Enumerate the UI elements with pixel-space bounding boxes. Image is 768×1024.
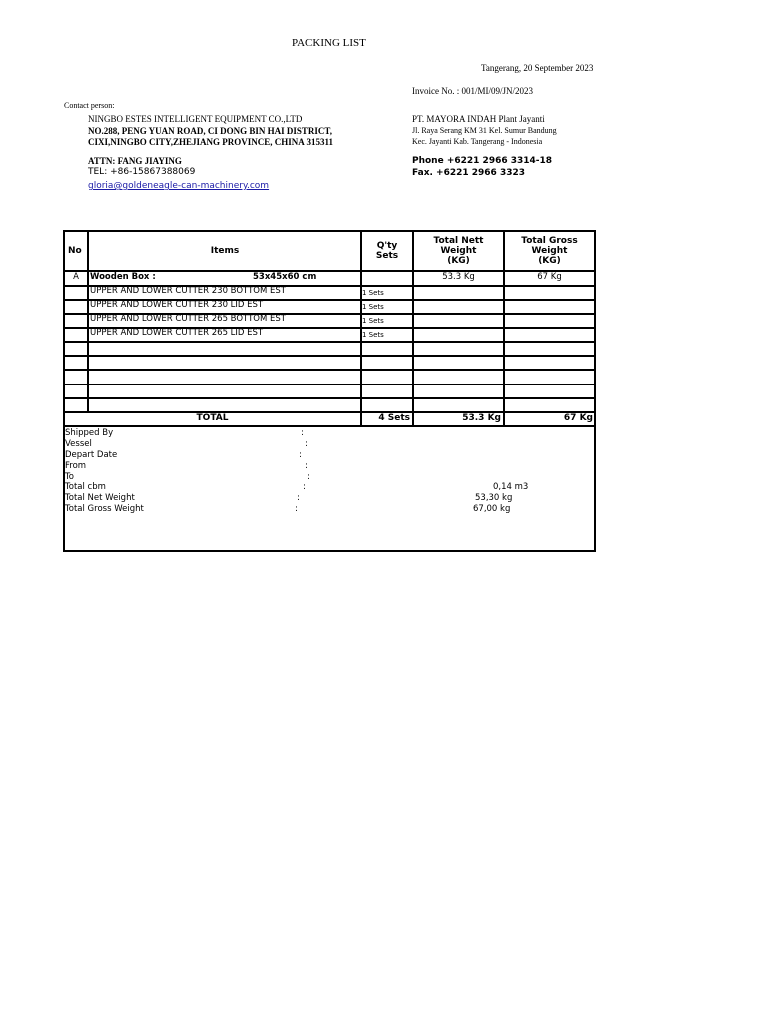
total-gross-weight-value: 67,00 kg [473,504,511,514]
table-row-empty [65,371,594,385]
header-no: No [65,232,89,270]
header-items: Items [89,232,362,270]
total-gross-weight-label: Total Gross Weight [65,504,144,514]
table-row [65,329,594,343]
item-name: UPPER AND LOWER CUTTER 230 LID EST [89,301,362,313]
group-nett-weight: 53.3 Kg [414,272,505,285]
date-line: Tangerang, 20 September 2023 [481,63,594,73]
item-name: UPPER AND LOWER CUTTER 265 LID EST [89,329,362,341]
total-gross-weight: 67 Kg [563,413,593,423]
table-row-empty [65,385,594,399]
invoice-number: Invoice No. : 001/MI/09/JN/2023 [412,86,533,96]
total-net-weight-value: 53,30 kg [475,493,513,503]
shipper-address-2: CIXI,NINGBO CITY,ZHEJIANG PROVINCE, CHINA 315311 [88,137,333,147]
table-total-row [65,413,594,427]
table-row-empty [65,357,594,371]
consignee-phone: Phone +6221 2966 3314-18 [412,156,553,166]
group-dimensions: 53x45x60 cm [253,272,317,282]
item-name: UPPER AND LOWER CUTTER 230 BOTTOM EST [89,287,362,299]
table-row [65,301,594,315]
page-title: PACKING LIST [292,37,366,49]
shipped-by-colon: : [301,428,304,438]
depart-date-label: Depart Date [65,450,118,460]
total-label: TOTAL [65,413,362,425]
shipping-details [65,427,594,551]
total-cbm-label: Total cbm [65,482,106,492]
to-colon: : [307,472,310,482]
vessel-colon: : [305,439,308,449]
table-row-empty [65,343,594,357]
shipper-address-1: NO.288, PENG YUAN ROAD, CI DONG BIN HAI DISTRICT, [88,126,333,136]
header-total-nett-weight: Total Nett Weight (KG) [414,232,505,270]
shipped-by-label: Shipped By [65,428,114,438]
shipper-email-link[interactable]: gloria@goldeneagle-can-machinery.com [88,181,270,191]
consignee-fax: Fax. +6221 2966 3323 [412,168,526,178]
header-total-gross-weight: Total Gross Weight (KG) [521,236,578,266]
shipper-company: NINGBO ESTES INTELLIGENT EQUIPMENT CO.,LTD [88,114,303,124]
total-gross-weight-colon: : [295,504,298,514]
total-nett-weight: 53.3 Kg [414,413,505,425]
vessel-label: Vessel [65,439,92,449]
group-no: A [65,272,89,285]
packing-table [63,230,596,552]
shipper-tel: TEL: +86-15867388069 [88,167,196,177]
item-qty: 1 Sets [362,287,414,299]
consignee-address-1: Jl. Raya Serang KM 31 Kel. Sumur Bandung [412,126,557,135]
total-cbm-colon: : [303,482,306,492]
consignee-company: PT. MAYORA INDAH Plant Jayanti [412,114,545,124]
table-row [65,287,594,301]
table-row-group [65,272,594,287]
group-label: Wooden Box : 53x45x60 cm [89,272,362,285]
to-label: To [65,472,74,482]
depart-date-colon: : [299,450,302,460]
item-qty: 1 Sets [362,315,414,327]
table-row [65,315,594,329]
header-qty: Q'ty Sets [362,232,414,270]
contact-label: Contact person: [64,101,115,110]
total-net-weight-label: Total Net Weight [65,493,135,503]
total-cbm-value: 0,14 m3 [493,482,529,492]
from-colon: : [305,461,308,471]
total-qty: 4 Sets [362,413,414,425]
from-label: From [65,461,87,471]
item-name: UPPER AND LOWER CUTTER 265 BOTTOM EST [89,315,362,327]
group-gross-weight: 67 Kg [537,272,562,282]
item-qty: 1 Sets [362,301,414,313]
group-qty [362,272,414,285]
table-row-empty [65,399,594,413]
table-header-row [65,232,594,272]
consignee-address-2: Kec. Jayanti Kab. Tangerang - Indonesia [412,137,543,146]
item-qty: 1 Sets [362,329,414,341]
total-net-weight-colon: : [297,493,300,503]
shipper-attn: ATTN: FANG JIAYING [88,156,182,166]
